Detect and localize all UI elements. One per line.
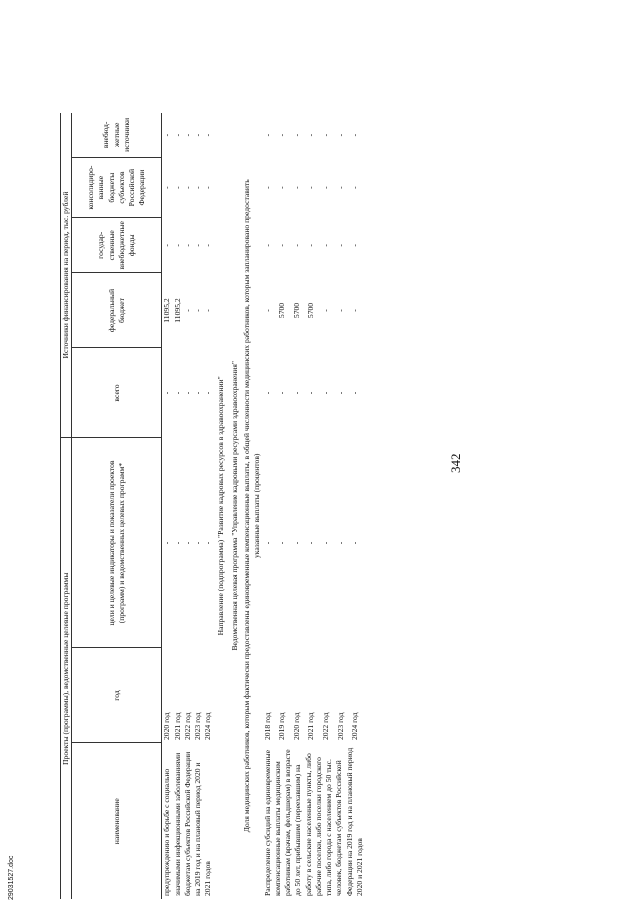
total-cell: - <box>350 391 360 395</box>
fund-cell: - <box>321 244 331 247</box>
consolidated-cell: - <box>182 186 192 189</box>
consolidated-cell: - <box>162 186 172 189</box>
federal-cell: - <box>350 309 360 312</box>
consolidated-cell: - <box>193 186 202 189</box>
section-program: Ведомственная целевая программа "Управление кадровыми ресурсами здравоохранения" <box>229 361 239 651</box>
total-cell: - <box>321 391 331 395</box>
year-cell: 2022 год <box>182 712 192 740</box>
indicator-cell: - <box>277 541 287 545</box>
extra-cell: - <box>172 133 182 137</box>
fund-cell: - <box>262 244 272 247</box>
year-cell: 2021 год <box>306 712 316 740</box>
indicator-cell: - <box>203 541 213 545</box>
year-cell: 2019 год <box>277 712 287 740</box>
section-direction: Направление (подпрограмма) "Развитие кадровых ресурсов в здравоохранении" <box>215 376 225 636</box>
row-name: предупреждению и борьбе с социально значимыми инфекционными заболеваниями бюджетам субъектов Российской Федерации на 2019 год и на плановый период 2020 и 2021 годов <box>162 751 213 896</box>
fund-cell: - <box>350 244 360 247</box>
indicator-cell: - <box>321 541 331 545</box>
extra-cell: - <box>321 133 331 137</box>
col-extra: внебюд-жетные источники <box>72 113 162 158</box>
extra-cell: - <box>306 133 316 137</box>
extra-cell: - <box>350 133 360 137</box>
col-federal: федеральный бюджет <box>72 273 162 348</box>
extra-cell: - <box>262 133 272 137</box>
consolidated-cell: - <box>262 186 272 189</box>
page-number: 342 <box>448 453 463 473</box>
extra-cell: - <box>203 133 213 137</box>
consolidated-cell: - <box>306 186 316 189</box>
year-cell: 2022 год <box>321 712 331 740</box>
extra-cell: - <box>335 133 345 137</box>
indicator-cell: - <box>193 541 202 545</box>
fund-cell: - <box>172 244 182 247</box>
file-name: 29031527.doc <box>8 855 15 900</box>
col-name: наименование <box>72 743 162 899</box>
table-row <box>162 113 173 899</box>
total-cell: - <box>203 391 213 395</box>
consolidated-cell: - <box>291 186 301 189</box>
fund-cell: - <box>162 244 172 247</box>
consolidated-cell: - <box>321 186 331 189</box>
col-state-funds: государ-ственные внебюджетные фонды <box>72 218 162 273</box>
fund-cell: - <box>335 244 345 247</box>
federal-cell: 5700 <box>277 302 287 319</box>
year-cell: 2023 год <box>193 712 202 740</box>
year-cell: 2020 год <box>162 712 172 740</box>
federal-cell: 5700 <box>291 302 301 319</box>
indicator-cell: - <box>162 541 172 545</box>
fund-cell: - <box>193 244 202 247</box>
federal-cell: 11095,2 <box>172 298 182 323</box>
program-table <box>60 113 365 899</box>
indicator-cell: - <box>335 541 345 545</box>
fund-cell: - <box>306 244 316 247</box>
year-cell: 2018 год <box>262 712 272 740</box>
consolidated-cell: - <box>172 186 182 189</box>
year-cell: 2021 год <box>172 712 182 740</box>
indicator-cell: - <box>182 541 192 545</box>
federal-cell: 5700 <box>306 302 316 319</box>
rotated-page <box>0 25 620 905</box>
consolidated-cell: - <box>203 186 213 189</box>
extra-cell: - <box>277 133 287 137</box>
total-cell: - <box>277 391 287 395</box>
section-indicator: Доля медицинских работников, которым фактически предоставлены единовременные компенсационные выплаты, в общей численности медицинских работников, которым запланировано предоставить указанные выплаты (процентов) <box>242 179 262 833</box>
total-cell: - <box>306 391 316 395</box>
col-indicators: цели и целевые индикаторы и показатели проектов (программ) и ведомственных целевых программ* <box>72 438 162 648</box>
consolidated-cell: - <box>350 186 360 189</box>
federal-cell: 11095,2 <box>162 298 172 323</box>
indicator-cell: - <box>350 541 360 545</box>
fund-cell: - <box>291 244 301 247</box>
extra-cell: - <box>162 133 172 137</box>
col-year: год <box>72 648 162 743</box>
total-cell: - <box>182 391 192 395</box>
federal-cell: - <box>335 309 345 312</box>
extra-cell: - <box>193 133 202 137</box>
indicator-cell: - <box>172 541 182 545</box>
table-row <box>263 113 278 899</box>
year-cell: 2023 год <box>335 712 345 740</box>
indicator-cell: - <box>262 541 272 545</box>
consolidated-cell: - <box>277 186 287 189</box>
fund-cell: - <box>203 244 213 247</box>
total-cell: - <box>162 391 172 395</box>
federal-cell: - <box>203 309 213 312</box>
group-title: Проекты (программы), ведомственные целевые программы <box>61 438 72 899</box>
extra-cell: - <box>291 133 301 137</box>
total-cell: - <box>291 391 301 395</box>
extra-cell: - <box>182 133 192 137</box>
row-name: Распределение субсидий на единовременные компенсационные выплаты медицинским работникам (врачам, фельдшерам) в возрасте до 50 лет, прибывшим (переехавшим) на работу в сельские населенные пункты, либо рабочие поселки, либо поселки городского типа, либо города с населением до 50 тыс. человек, бюджетам субъектов Российской Федерации на 2019 год и на плановый период 2020 и 2021 годов <box>262 747 364 896</box>
fund-cell: - <box>182 244 192 247</box>
fund-cell: - <box>277 244 287 247</box>
federal-cell: - <box>193 309 202 312</box>
total-cell: - <box>335 391 345 395</box>
funding-title: Источники финансирования на период, тыс. рублей <box>61 113 72 438</box>
col-consolidated: консолидиро-ванные бюджеты субъектов Российской Федерации <box>72 158 162 218</box>
year-cell: 2024 год <box>350 712 360 740</box>
year-cell: 2024 год <box>203 712 213 740</box>
federal-cell: - <box>321 309 331 312</box>
col-total: всего <box>72 348 162 438</box>
year-cell: 2020 год <box>291 712 301 740</box>
federal-cell: - <box>262 309 272 312</box>
total-cell: - <box>262 391 272 395</box>
total-cell: - <box>193 391 202 395</box>
indicator-cell: - <box>291 541 301 545</box>
total-cell: - <box>172 391 182 395</box>
consolidated-cell: - <box>335 186 345 189</box>
indicator-cell: - <box>306 541 316 545</box>
federal-cell: - <box>182 309 192 312</box>
